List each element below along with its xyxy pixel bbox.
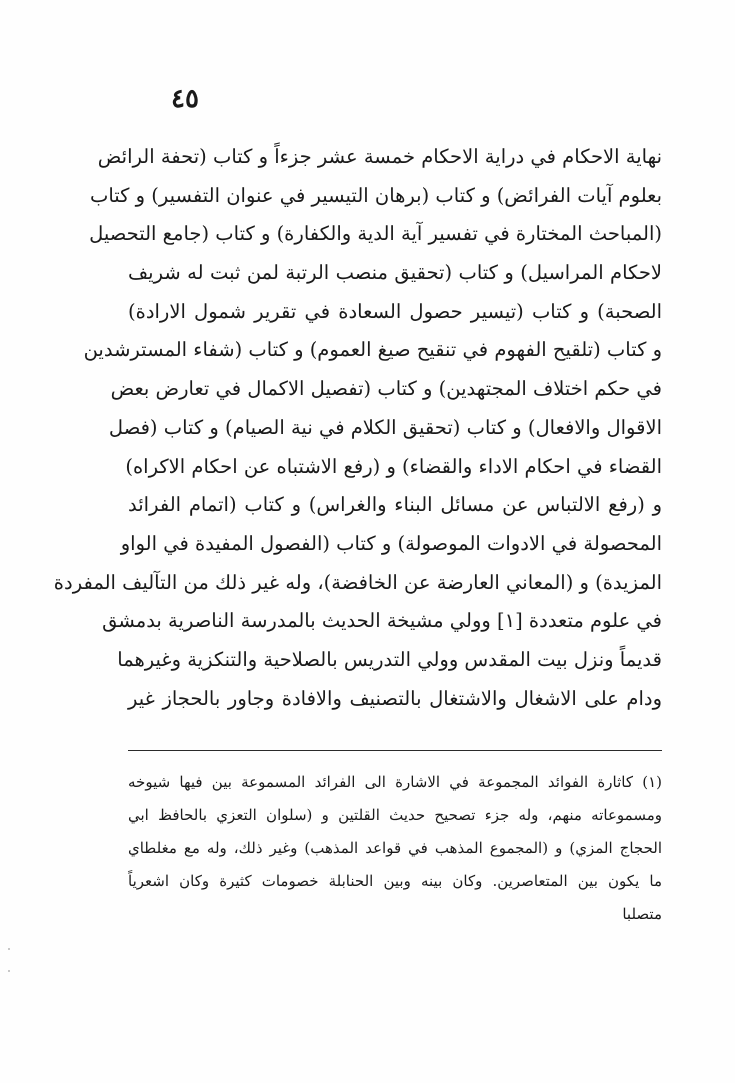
text-line: (المباحث المختارة في تفسير آية الدية والكفارة) و كتاب (جامع التحصيل — [89, 222, 662, 246]
footnote-line: ما يكون بين المتعاصرين. وكان بينه وبين الحنابلة خصومات كثيرة وكان اشعرياً — [128, 872, 662, 890]
text-line: بعلوم آيات الفرائض) و كتاب (برهان التيسير في عنوان التفسير) و كتاب — [89, 183, 662, 207]
footnote-line: متصلبا — [622, 905, 662, 923]
text-line: و (رفع الالتباس عن مسائل البناء والغراس) و كتاب (اتمام الفرائد — [128, 493, 662, 517]
page-number: ٤٥ — [171, 84, 199, 114]
text-line: و كتاب (تلقيح الفهوم في تنقيح صيغ العموم) و كتاب (شفاء المسترشدين — [83, 338, 662, 362]
text-line: قديماً ونزل بيت المقدس وولي التدريس بالصلاحية والتنكزية وغيرهما — [117, 647, 662, 671]
text-line: المزيدة) و (المعاني العارضة عن الخافضة)، وله غير ذلك من التآليف المفردة — [53, 570, 662, 594]
footnote-line: ومسموعاته منهم، وله جزء تصحيح حديث القلتين و (سلوان التعزي بالحافظ ابي — [128, 806, 662, 824]
footnote-line: الحجاج المزي) و (المجموع المذهب في قواعد المذهب) وغير ذلك، وله مع مغلطاي — [128, 839, 662, 857]
footnote — [128, 766, 662, 931]
footnote-line: (١) كاثارة الفوائد المجموعة في الاشارة الى الفرائد المسموعة بين فيها شيوخه — [128, 773, 662, 791]
main-text — [53, 138, 662, 718]
text-line: في علوم متعددة [١] وولي مشيخة الحديث بالمدرسة الناصرية بدمشق — [102, 609, 662, 633]
text-line: الصحبة) و كتاب (تيسير حصول السعادة في تقرير شمول الارادة) — [128, 299, 662, 323]
footnote-divider — [128, 750, 662, 751]
text-line: الاقوال والافعال) و كتاب (تحقيق الكلام في نية الصيام) و كتاب (فصل — [108, 415, 662, 439]
scan-speck — [8, 970, 10, 972]
text-line: في حكم اختلاف المجتهدين) و كتاب (تفصيل الاكمال في تعارض بعض — [110, 377, 662, 401]
text-line: ودام على الاشغال والاشتغال بالتصنيف والافادة وجاور بالحجاز غير — [128, 686, 662, 710]
text-line: المحصولة في الادوات الموصولة) و كتاب (الفصول المفيدة في الواو — [120, 531, 662, 555]
scan-speck — [8, 948, 10, 950]
text-line: القضاء في احكام الاداء والقضاء) و (رفع الاشتباه عن احكام الاكراه) — [125, 454, 662, 478]
text-line: لاحكام المراسيل) و كتاب (تحقيق منصب الرتبة لمن ثبت له شريف — [128, 261, 662, 285]
text-line: نهاية الاحكام في دراية الاحكام خمسة عشر جزءاً و كتاب (تحفة الرائض — [97, 145, 662, 168]
